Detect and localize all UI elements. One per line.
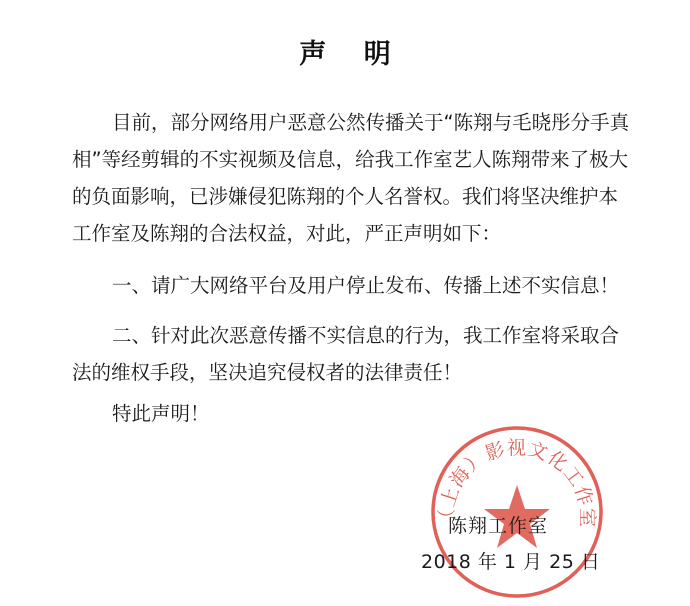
signature-studio-name: 陈翔工作室 [448,515,549,537]
paragraph-point-one: 一、请广大网络平台及用户停止发布、传播上述不实信息！ [112,274,620,297]
document-title: 声 明 [299,39,405,71]
seal-text: （上海）影视文化工作室 [435,437,599,529]
document-date: 2018 年 1 月 25 日 [421,551,601,573]
paragraph-intro: 目前，部分网络用户恶意公然传播关于“陈翔与毛晓彤分手真相”等经剪辑的不实视频及信息，给我工作室艺人陈翔带来了极大的负面影响，已涉嫌侵犯陈翔的个人名誉权。我们将坚决维护本工作室及陈翔的合法权益，对此，严正声明如下： [72,111,630,245]
paragraph-closing: 特此声明！ [112,402,210,425]
paragraph-point-two: 二、针对此次恶意传播不实信息的行为，我工作室将采取合法的维权手段，坚决追究侵权者的法律责任！ [72,324,620,384]
